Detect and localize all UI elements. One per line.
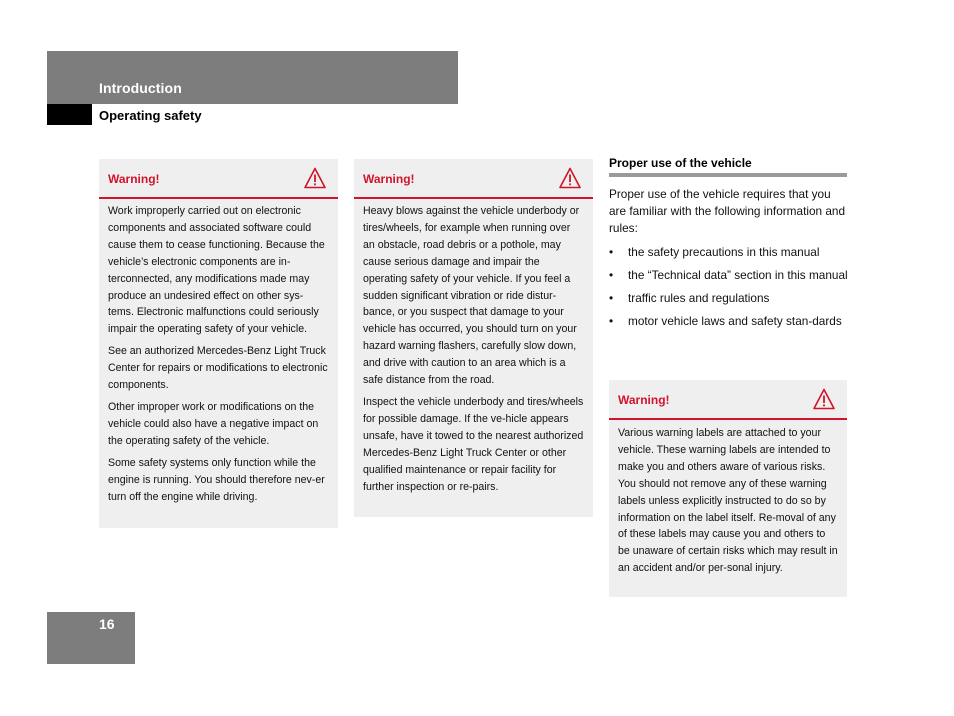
bullet-icon: • xyxy=(609,314,614,328)
warning-triangle-icon xyxy=(304,167,326,189)
warning-box-electronics xyxy=(99,159,338,528)
section-marker xyxy=(47,104,92,125)
bullet-icon: • xyxy=(609,245,614,259)
warning-body xyxy=(609,420,847,590)
page-number: 16 xyxy=(99,616,115,632)
warning-label: Warning! xyxy=(363,172,415,186)
warning-header xyxy=(354,159,593,199)
warning-label: Warning! xyxy=(108,172,160,186)
warning-body xyxy=(99,199,338,518)
title-rule xyxy=(609,173,847,177)
proper-use-title: Proper use of the vehicle xyxy=(609,156,752,170)
list-item: • traffic rules and regulations xyxy=(609,291,770,305)
warning-paragraph: Some safety systems only function while the engine is running. You should therefore nev-er turn off the engine while driving. xyxy=(108,456,325,503)
list-item: • the safety precautions in this manual xyxy=(609,245,820,259)
warning-header xyxy=(609,380,847,420)
warning-paragraph: Work improperly carried out on electronic components and associated software could cause them to cease functioning. Because the vehicle’s electronic components are in-terconnected, any modifications made may produce an undesired effect on other sys-tems. Electronic malfunctions could seriously impair the operating safety of your vehicle. xyxy=(108,205,325,336)
proper-use-list xyxy=(609,244,849,330)
warning-box-underbody xyxy=(354,159,593,517)
chapter-title: Introduction xyxy=(99,80,182,96)
warning-body xyxy=(354,199,593,508)
warning-paragraph: Inspect the vehicle underbody and tires/wheels for possible damage. If the ve-hicle appears unsafe, have it towed to the nearest authorized Mercedes-Benz Light Truck Center or other qualified maintenance or repair facility for further inspection or re-pairs. xyxy=(363,395,584,493)
list-item: • motor vehicle laws and safety stan-dards xyxy=(609,314,842,328)
warning-label: Warning! xyxy=(618,393,670,407)
warning-paragraph: Heavy blows against the vehicle underbody or tires/wheels, for example when running over an obstacle, road debris or a pothole, may cause serious damage and impair the operating safety of your vehicle. If you feel a sudden significant vibration or ride distur-bance, or you suspect that damage to your vehicle has occurred, you should turn on your hazard warning flashers, carefully slow down, and drive with caution to an area which is a safe distance from the road. xyxy=(363,205,580,387)
section-title: Operating safety xyxy=(99,108,202,123)
warning-paragraph: Various warning labels are attached to your vehicle. These warning labels are intended to make you and others aware of various risks. You should not remove any of these warning labels unless explicitly instructed to do so by information on the label itself. Re-moval of any of these labels may cause you and others to be unaware of certain risks which may result in an accident and/or per-sonal injury. xyxy=(618,427,838,575)
warning-paragraph: See an authorized Mercedes-Benz Light Truck Center for repairs or modifications to electronic components. xyxy=(108,345,328,392)
proper-use-text xyxy=(609,186,849,336)
chapter-header-bar xyxy=(47,51,458,104)
proper-use-intro: Proper use of the vehicle requires that you are familiar with the following information and rules: xyxy=(609,187,846,235)
warning-header xyxy=(99,159,338,199)
warning-box-labels xyxy=(609,380,847,597)
page-number-box xyxy=(47,612,135,664)
warning-paragraph: Other improper work or modifications on the vehicle could also have a negative impact on the operating safety of the vehicle. xyxy=(108,400,319,447)
list-item: • the “Technical data” section in this manual xyxy=(609,268,848,282)
bullet-icon: • xyxy=(609,291,614,305)
bullet-icon: • xyxy=(609,268,614,282)
warning-triangle-icon xyxy=(813,388,835,410)
warning-triangle-icon xyxy=(559,167,581,189)
